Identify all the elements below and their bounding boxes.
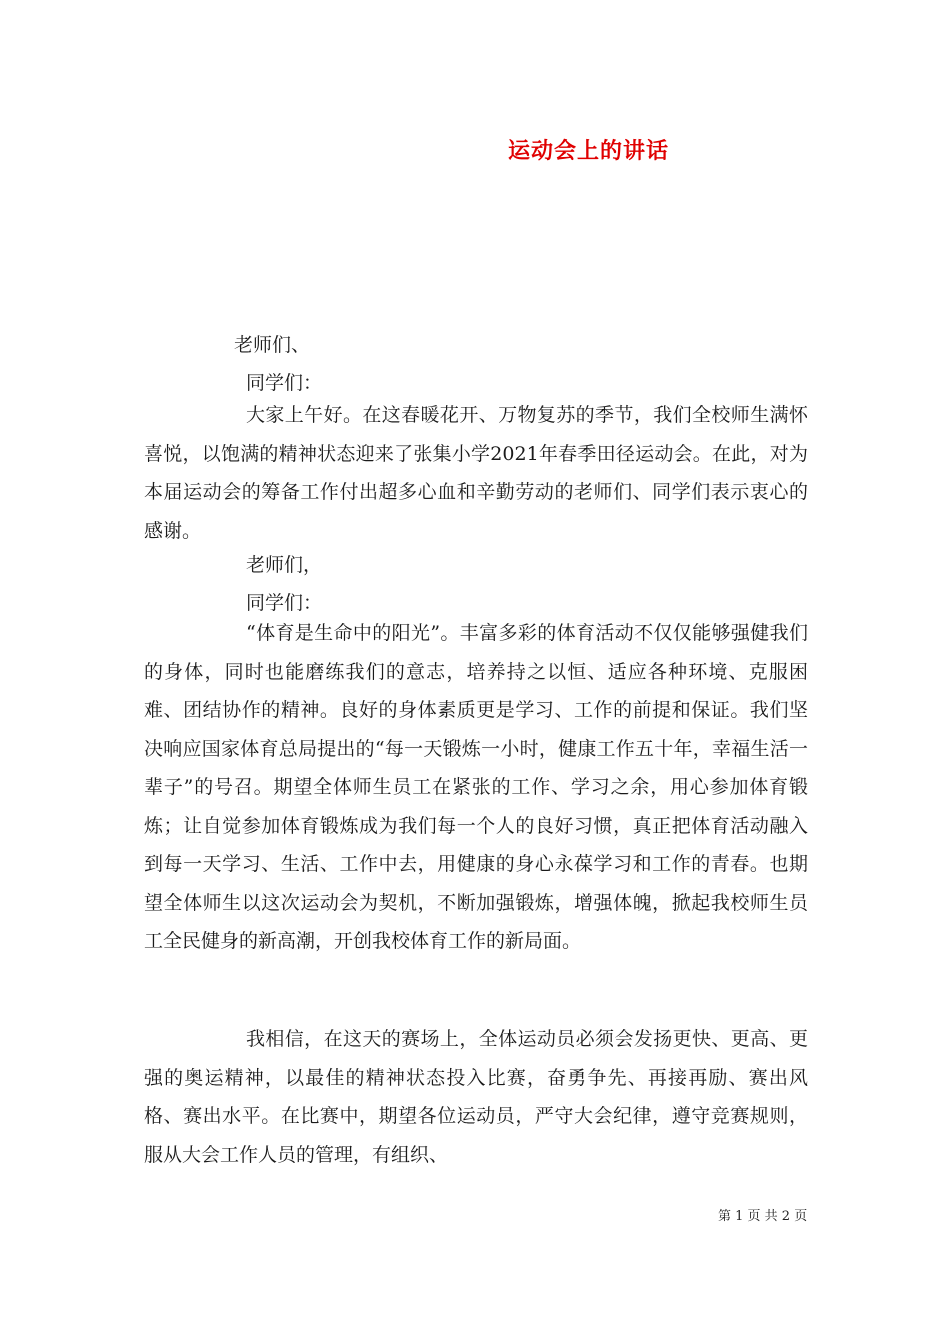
page-footer: 第 1 页 共 2 页 (718, 1209, 808, 1224)
page-title: 运动会上的讲话 (508, 138, 670, 164)
paragraph-greeting: 大家上午好。在这春暖花开、万物复苏的季节，我们全校师生满怀喜悦，以饱满的精神状态迎来了张集小学2021年春季田径运动会。在此，对为本届运动会的筹备工作付出超多心血和辛勤劳动的老师们、同学们表示衷心的感谢。 (144, 404, 808, 542)
salutation-students-2: 同学们： (246, 592, 323, 614)
salutation-teachers-2: 老师们， (246, 554, 323, 576)
paragraph-athletes: 我相信，在这天的赛场上，全体运动员必须会发扬更快、更高、更强的奥运精神，以最佳的精神状态投入比赛，奋勇争先、再接再励、赛出风格、赛出水平。在比赛中，期望各位运动员，严守大会纪律，遵守竞赛规则，服从大会工作人员的管理，有组织、 (144, 1028, 808, 1166)
paragraph-sports-sunshine: “体育是生命中的阳光”。丰富多彩的体育活动不仅仅能够强健我们的身体，同时也能磨练我们的意志，培养持之以恒、适应各种环境、克服困难、团结协作的精神。良好的身体素质更是学习、工作的前提和保证。我们坚决响应国家体育总局提出的“每一天锻炼一小时，健康工作五十年，幸福生活一辈子”的号召。期望全体师生员工在紧张的工作、学习之余，用心参加体育锻炼；让自觉参加体育锻炼成为我们每一个人的良好习惯，真正把体育活动融入到每一天学习、生活、工作中去，用健康的身心永葆学习和工作的青春。也期望全体师生以这次运动会为契机，不断加强锻炼，增强体魄，掀起我校师生员工全民健身的新高潮，开创我校体育工作的新局面。 (144, 622, 808, 952)
salutation-teachers: 老师们、 (234, 334, 311, 356)
salutation-students: 同学们： (246, 372, 323, 394)
